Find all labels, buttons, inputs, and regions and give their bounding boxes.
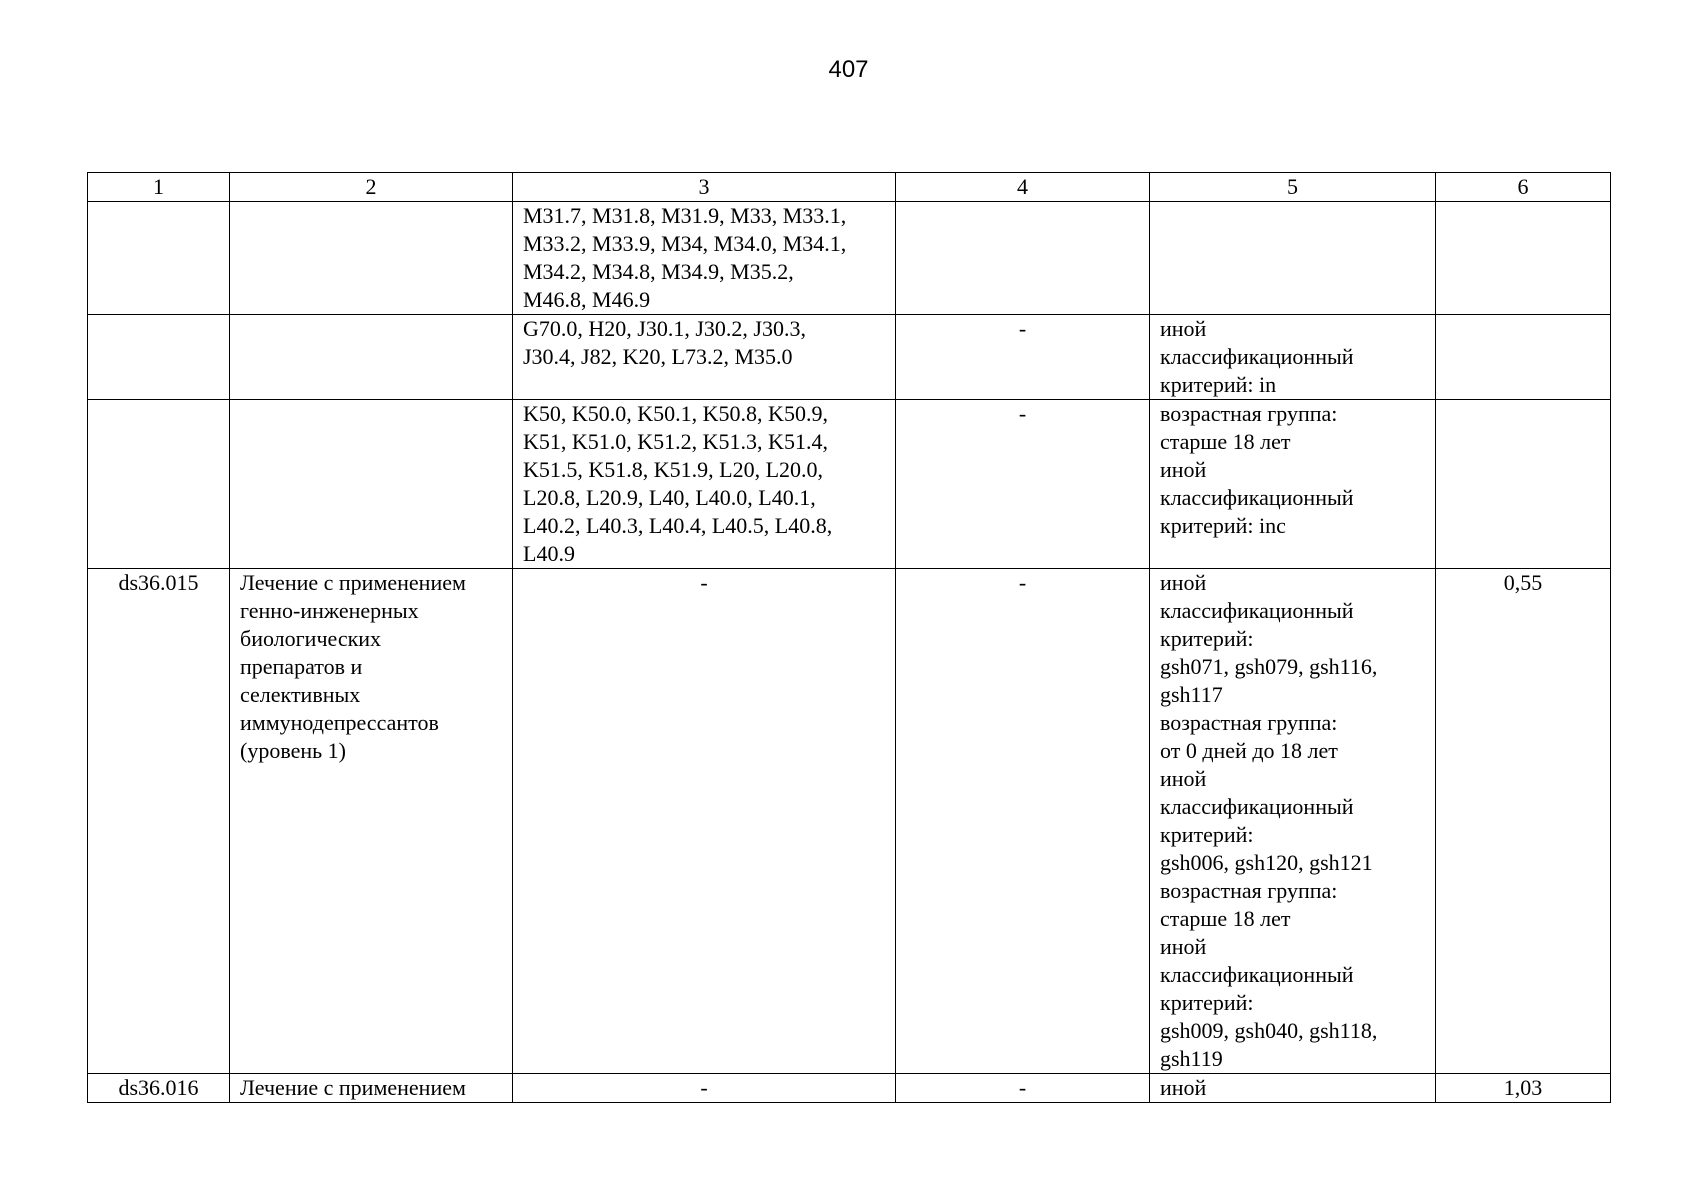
diagnoses-cell <box>513 569 896 1074</box>
criteria-line: gsh006, gsh120, gsh121 <box>1160 850 1373 875</box>
col4-cell: - <box>896 569 1150 1074</box>
coefficient-cell: 1,03 <box>1436 1074 1611 1103</box>
diagnoses-line: K50, K50.0, K50.1, K50.8, K50.9, <box>523 401 828 426</box>
table-row <box>88 1074 1611 1103</box>
criteria-line: классификационный <box>1160 485 1354 510</box>
name-line: Лечение с применением <box>240 570 466 595</box>
diagnoses-line: L20.8, L20.9, L40, L40.0, L40.1, <box>523 485 816 510</box>
name-cell <box>230 400 513 569</box>
criteria-line: от 0 дней до 18 лет <box>1160 738 1338 763</box>
diagnoses-line: M33.2, M33.9, M34, M34.0, M34.1, <box>523 231 847 256</box>
name-line: иммунодепрессантов <box>240 710 439 735</box>
criteria-line: иной <box>1160 316 1207 341</box>
criteria-cell <box>1150 400 1436 569</box>
col4-cell: - <box>896 1074 1150 1103</box>
criteria-cell <box>1150 569 1436 1074</box>
header-cell-2: 2 <box>230 173 513 202</box>
diagnoses-line: M46.8, M46.9 <box>523 287 651 312</box>
code-cell: ds36.016 <box>88 1074 230 1103</box>
coefficient-cell <box>1436 400 1611 569</box>
criteria-line: возрастная группа: <box>1160 710 1338 735</box>
coefficient-cell <box>1436 315 1611 400</box>
code-cell <box>88 400 230 569</box>
header-row <box>88 173 1611 202</box>
criteria-line: gsh071, gsh079, gsh116, <box>1160 654 1378 679</box>
name-line: (уровень 1) <box>240 738 346 763</box>
code-cell <box>88 315 230 400</box>
criteria-line: классификационный <box>1160 962 1354 987</box>
header-cell-5: 5 <box>1150 173 1436 202</box>
coefficient-cell <box>1436 202 1611 315</box>
criteria-line: критерий: <box>1160 626 1254 651</box>
criteria-line: старше 18 лет <box>1160 429 1291 454</box>
criteria-line: критерий: <box>1160 822 1254 847</box>
col4-cell: - <box>896 315 1150 400</box>
table-row <box>88 400 1611 569</box>
name-line: биологических <box>240 626 382 651</box>
criteria-line: gsh119 <box>1160 1046 1223 1071</box>
criteria-line: классификационный <box>1160 598 1354 623</box>
table-row <box>88 315 1611 400</box>
diagnoses-line: G70.0, H20, J30.1, J30.2, J30.3, <box>523 316 806 341</box>
coefficient-cell: 0,55 <box>1436 569 1611 1074</box>
col4-cell: - <box>896 400 1150 569</box>
criteria-cell <box>1150 315 1436 400</box>
tariff-table <box>87 172 1611 1103</box>
criteria-line: критерий: inc <box>1160 513 1286 538</box>
criteria-line: критерий: in <box>1160 372 1277 397</box>
name-line: селективных <box>240 682 361 707</box>
diagnoses-line: - <box>700 570 708 595</box>
criteria-line: возрастная группа: <box>1160 401 1338 426</box>
code-cell: ds36.015 <box>88 569 230 1074</box>
name-cell <box>230 202 513 315</box>
header-cell-1: 1 <box>88 173 230 202</box>
table-row <box>88 202 1611 315</box>
diagnoses-line: L40.2, L40.3, L40.4, L40.5, L40.8, <box>523 513 833 538</box>
header-cell-6: 6 <box>1436 173 1611 202</box>
diagnoses-cell <box>513 202 896 315</box>
diagnoses-cell <box>513 400 896 569</box>
diagnoses-line: L40.9 <box>523 541 575 566</box>
criteria-line: возрастная группа: <box>1160 878 1338 903</box>
table-row <box>88 569 1611 1074</box>
name-line: Лечение с применением <box>240 1075 466 1100</box>
name-cell <box>230 569 513 1074</box>
criteria-line: иной <box>1160 570 1207 595</box>
diagnoses-line: K51, K51.0, K51.2, K51.3, K51.4, <box>523 429 828 454</box>
criteria-line: иной <box>1160 1075 1207 1100</box>
code-cell <box>88 202 230 315</box>
criteria-line: иной <box>1160 766 1207 791</box>
diagnoses-line: K51.5, K51.8, K51.9, L20, L20.0, <box>523 457 824 482</box>
diagnoses-line: M34.2, M34.8, M34.9, M35.2, <box>523 259 794 284</box>
diagnoses-line: M31.7, M31.8, M31.9, M33, M33.1, <box>523 203 847 228</box>
diagnoses-line: J30.4, J82, K20, L73.2, M35.0 <box>523 344 793 369</box>
name-cell <box>230 315 513 400</box>
page-number: 407 <box>828 56 869 83</box>
criteria-line: классификационный <box>1160 344 1354 369</box>
col4-cell <box>896 202 1150 315</box>
criteria-line: критерий: <box>1160 990 1254 1015</box>
diagnoses-cell <box>513 315 896 400</box>
criteria-line: gsh009, gsh040, gsh118, <box>1160 1018 1378 1043</box>
name-line: генно-инженерных <box>240 598 419 623</box>
diagnoses-line: - <box>700 1075 708 1100</box>
header-cell-3: 3 <box>513 173 896 202</box>
criteria-line: gsh117 <box>1160 682 1223 707</box>
criteria-line: иной <box>1160 934 1207 959</box>
criteria-line: классификационный <box>1160 794 1354 819</box>
criteria-line: старше 18 лет <box>1160 906 1291 931</box>
name-cell <box>230 1074 513 1103</box>
header-cell-4: 4 <box>896 173 1150 202</box>
name-line: препаратов и <box>240 654 363 679</box>
criteria-cell <box>1150 202 1436 315</box>
diagnoses-cell <box>513 1074 896 1103</box>
criteria-line: иной <box>1160 457 1207 482</box>
criteria-cell <box>1150 1074 1436 1103</box>
